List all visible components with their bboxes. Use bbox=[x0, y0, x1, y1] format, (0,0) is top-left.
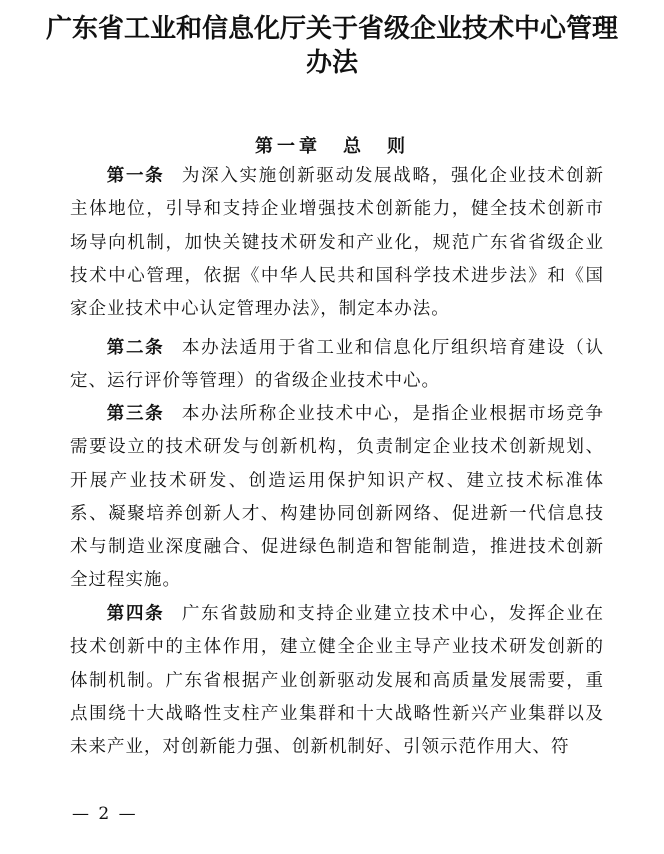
article-text: 本办法适用于省工业和信息化厅组织培育建设（认定、运行评价等管理）的省级企业技术中心。 bbox=[70, 338, 604, 392]
article-2 bbox=[70, 332, 604, 399]
article-4 bbox=[70, 598, 604, 764]
article-text: 广东省鼓励和支持企业建立技术中心，发挥企业在技术创新中的主体作用，建立健全企业主导产业技术研发创新的体制机制。广东省根据产业创新驱动发展和高质量发展需要，重点围绕十大战略性支柱产业集群和十大战略性新兴产业集群以及未来产业，对创新能力强、创新机制好、引领示范作用大、符 bbox=[70, 604, 604, 758]
page-number: — 2 — bbox=[72, 804, 138, 824]
article-text: 本办法所称企业技术中心，是指企业根据市场竞争需要设立的技术研发与创新机构，负责制定企业技术创新规划、开展产业技术研发、创造运用保护知识产权、建立技术标准体系、凝聚培养创新人才、构建协同创新网络、促进新一代信息技术与制造业深度融合、促进绿色制造和智能制造，推进技术创新全过程实施。 bbox=[70, 404, 604, 591]
chapter-heading: 第一章 总 则 bbox=[255, 136, 409, 157]
article-label: 第三条 bbox=[106, 404, 165, 424]
article-label: 第四条 bbox=[106, 604, 165, 624]
article-label: 第二条 bbox=[106, 338, 165, 358]
article-3 bbox=[70, 398, 604, 598]
article-label: 第一条 bbox=[106, 166, 165, 186]
document-title: 广东省工业和信息化厅关于省级企业技术中心管理办法 bbox=[45, 14, 618, 78]
article-text: 为深入实施创新驱动发展战略，强化企业技术创新主体地位，引导和支持企业增强技术创新能力，健全技术创新市场导向机制，加快关键技术研发和产业化，规范广东省省级企业技术中心管理，依据《中华人民共和国科学技术进步法》和《国家企业技术中心认定管理办法》，制定本办法。 bbox=[70, 166, 604, 320]
article-1 bbox=[70, 160, 604, 326]
